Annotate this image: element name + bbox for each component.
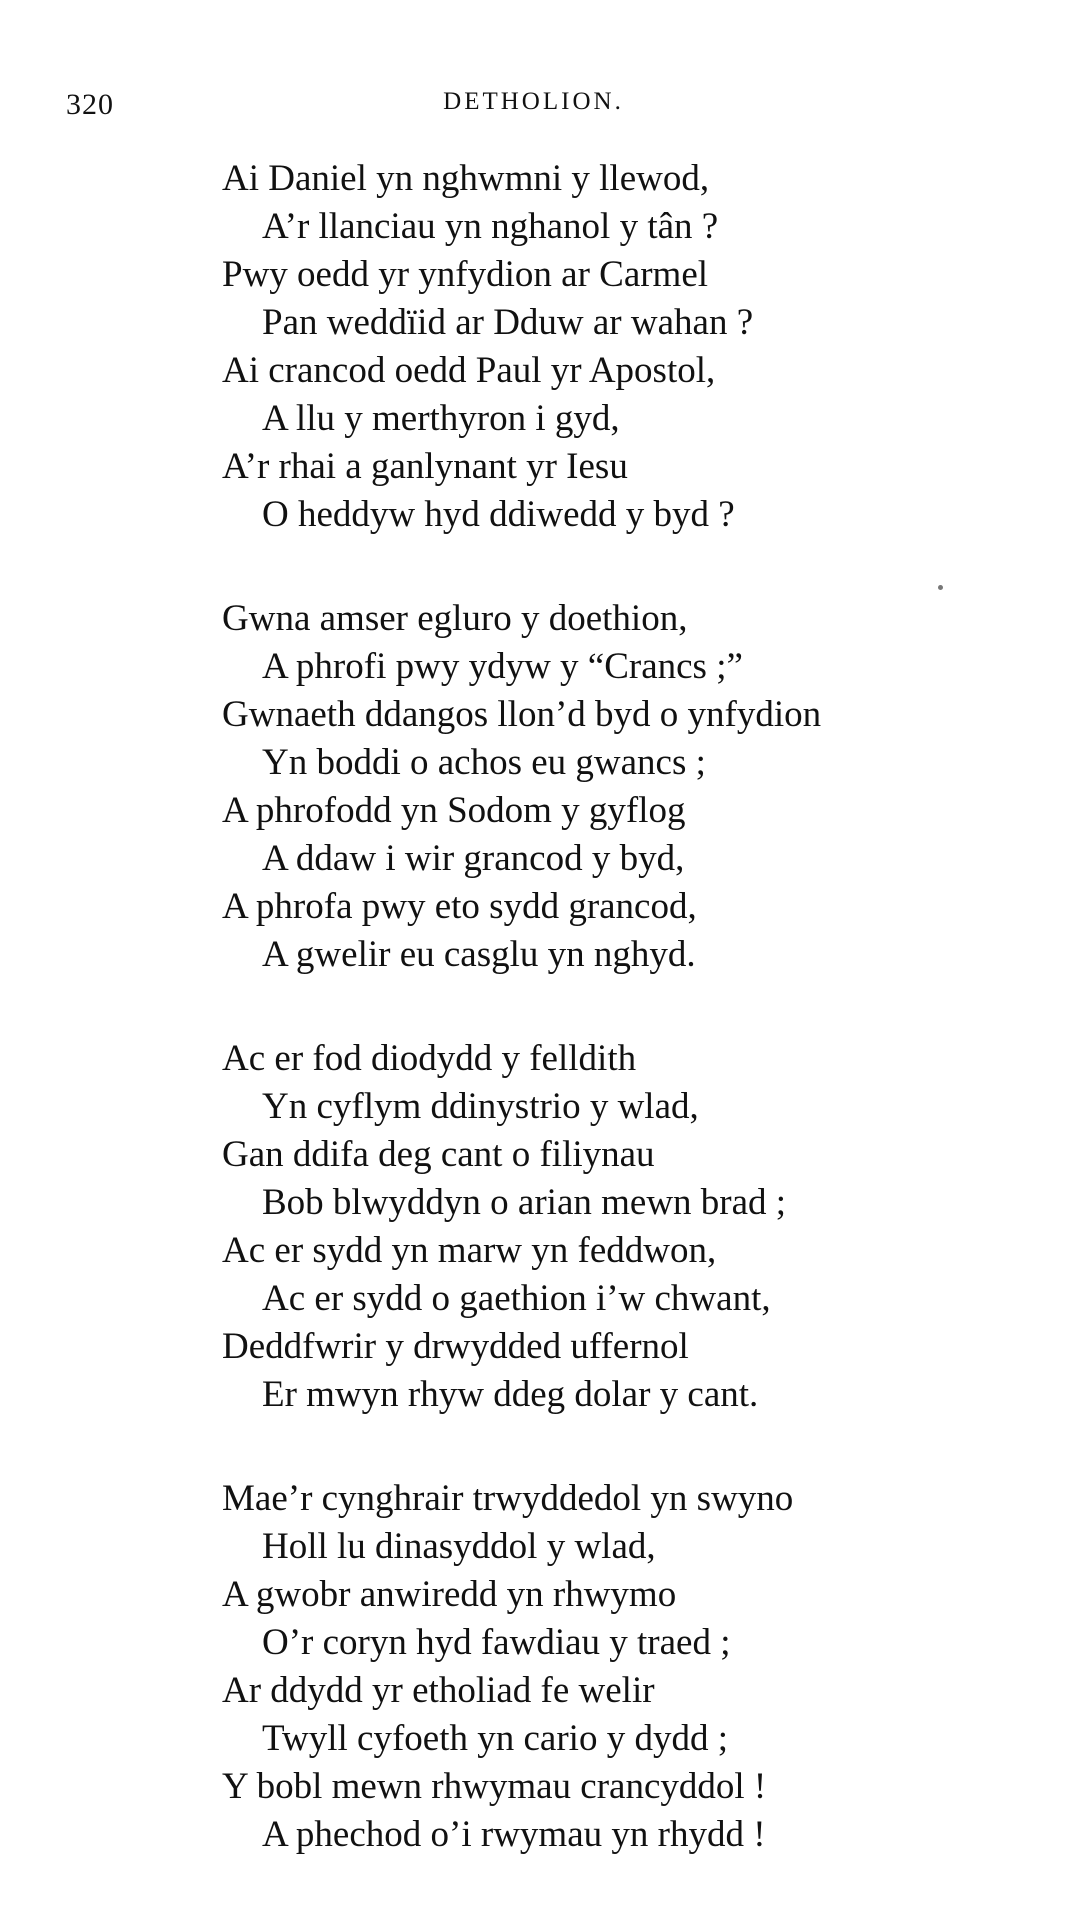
poem-line: A gwelir eu casglu yn nghyd.	[262, 934, 696, 975]
poem-line: A gwobr anwiredd yn rhwymo	[222, 1574, 677, 1615]
stanza	[222, 1475, 1022, 1859]
poem-line: A phrofodd yn Sodom y gyflog	[222, 790, 686, 831]
paper-speck	[938, 585, 943, 590]
poem-line: A’r rhai a ganlynant yr Iesu	[222, 446, 628, 487]
poem-line: Gan ddifa deg cant o filiynau	[222, 1134, 655, 1175]
poem-line: A’r llanciau yn nghanol y tân ?	[262, 206, 719, 247]
poem	[222, 155, 1022, 1915]
poem-line: Bob blwyddyn o arian mewn brad ;	[262, 1182, 787, 1223]
page-number: 320	[66, 88, 114, 121]
stanza	[222, 1035, 1022, 1419]
poem-line: Er mwyn rhyw ddeg dolar y cant.	[262, 1374, 759, 1415]
poem-line: O heddyw hyd ddiwedd y byd ?	[262, 494, 735, 535]
running-title: DETHOLION.	[443, 88, 624, 115]
poem-line: Pan weddïid ar Dduw ar wahan ?	[262, 302, 754, 343]
poem-line: Ac er sydd o gaethion i’w chwant,	[262, 1278, 771, 1319]
poem-line: Gwna amser egluro y doethion,	[222, 598, 688, 639]
poem-line: Twyll cyfoeth yn cario y dydd ;	[262, 1718, 728, 1759]
poem-line: A llu y merthyron i gyd,	[262, 398, 620, 439]
stanza	[222, 155, 1022, 539]
poem-line: Ai Daniel yn nghwmni y llewod,	[222, 158, 710, 199]
poem-line: Pwy oedd yr ynfydion ar Carmel	[222, 254, 709, 295]
poem-line: Deddfwrir y drwydded uffernol	[222, 1326, 689, 1367]
poem-line: Yn cyflym ddinystrio y wlad,	[262, 1086, 699, 1127]
poem-line: Ac er sydd yn marw yn feddwon,	[222, 1230, 717, 1271]
poem-line: Ac er fod diodydd y felldith	[222, 1038, 637, 1079]
poem-line: A phrofa pwy eto sydd grancod,	[222, 886, 697, 927]
poem-line: Y bobl mewn rhwymau crancyddol !	[222, 1766, 767, 1807]
poem-line: A phechod o’i rwymau yn rhydd !	[262, 1814, 766, 1855]
poem-line: Yn boddi o achos eu gwancs ;	[262, 742, 706, 783]
poem-line: Holl lu dinasyddol y wlad,	[262, 1526, 656, 1567]
poem-line: Mae’r cynghrair trwyddedol yn swyno	[222, 1478, 794, 1519]
poem-line: A phrofi pwy ydyw y “Crancs ;”	[262, 646, 743, 687]
poem-line: Ar ddydd yr etholiad fe welir	[222, 1670, 655, 1711]
poem-line: Gwnaeth ddangos llon’d byd o ynfydion	[222, 694, 822, 735]
poem-line: A ddaw i wir grancod y byd,	[262, 838, 685, 879]
poem-line: O’r coryn hyd fawdiau y traed ;	[262, 1622, 731, 1663]
stanza	[222, 595, 1022, 979]
poem-line: Ai crancod oedd Paul yr Apostol,	[222, 350, 716, 391]
